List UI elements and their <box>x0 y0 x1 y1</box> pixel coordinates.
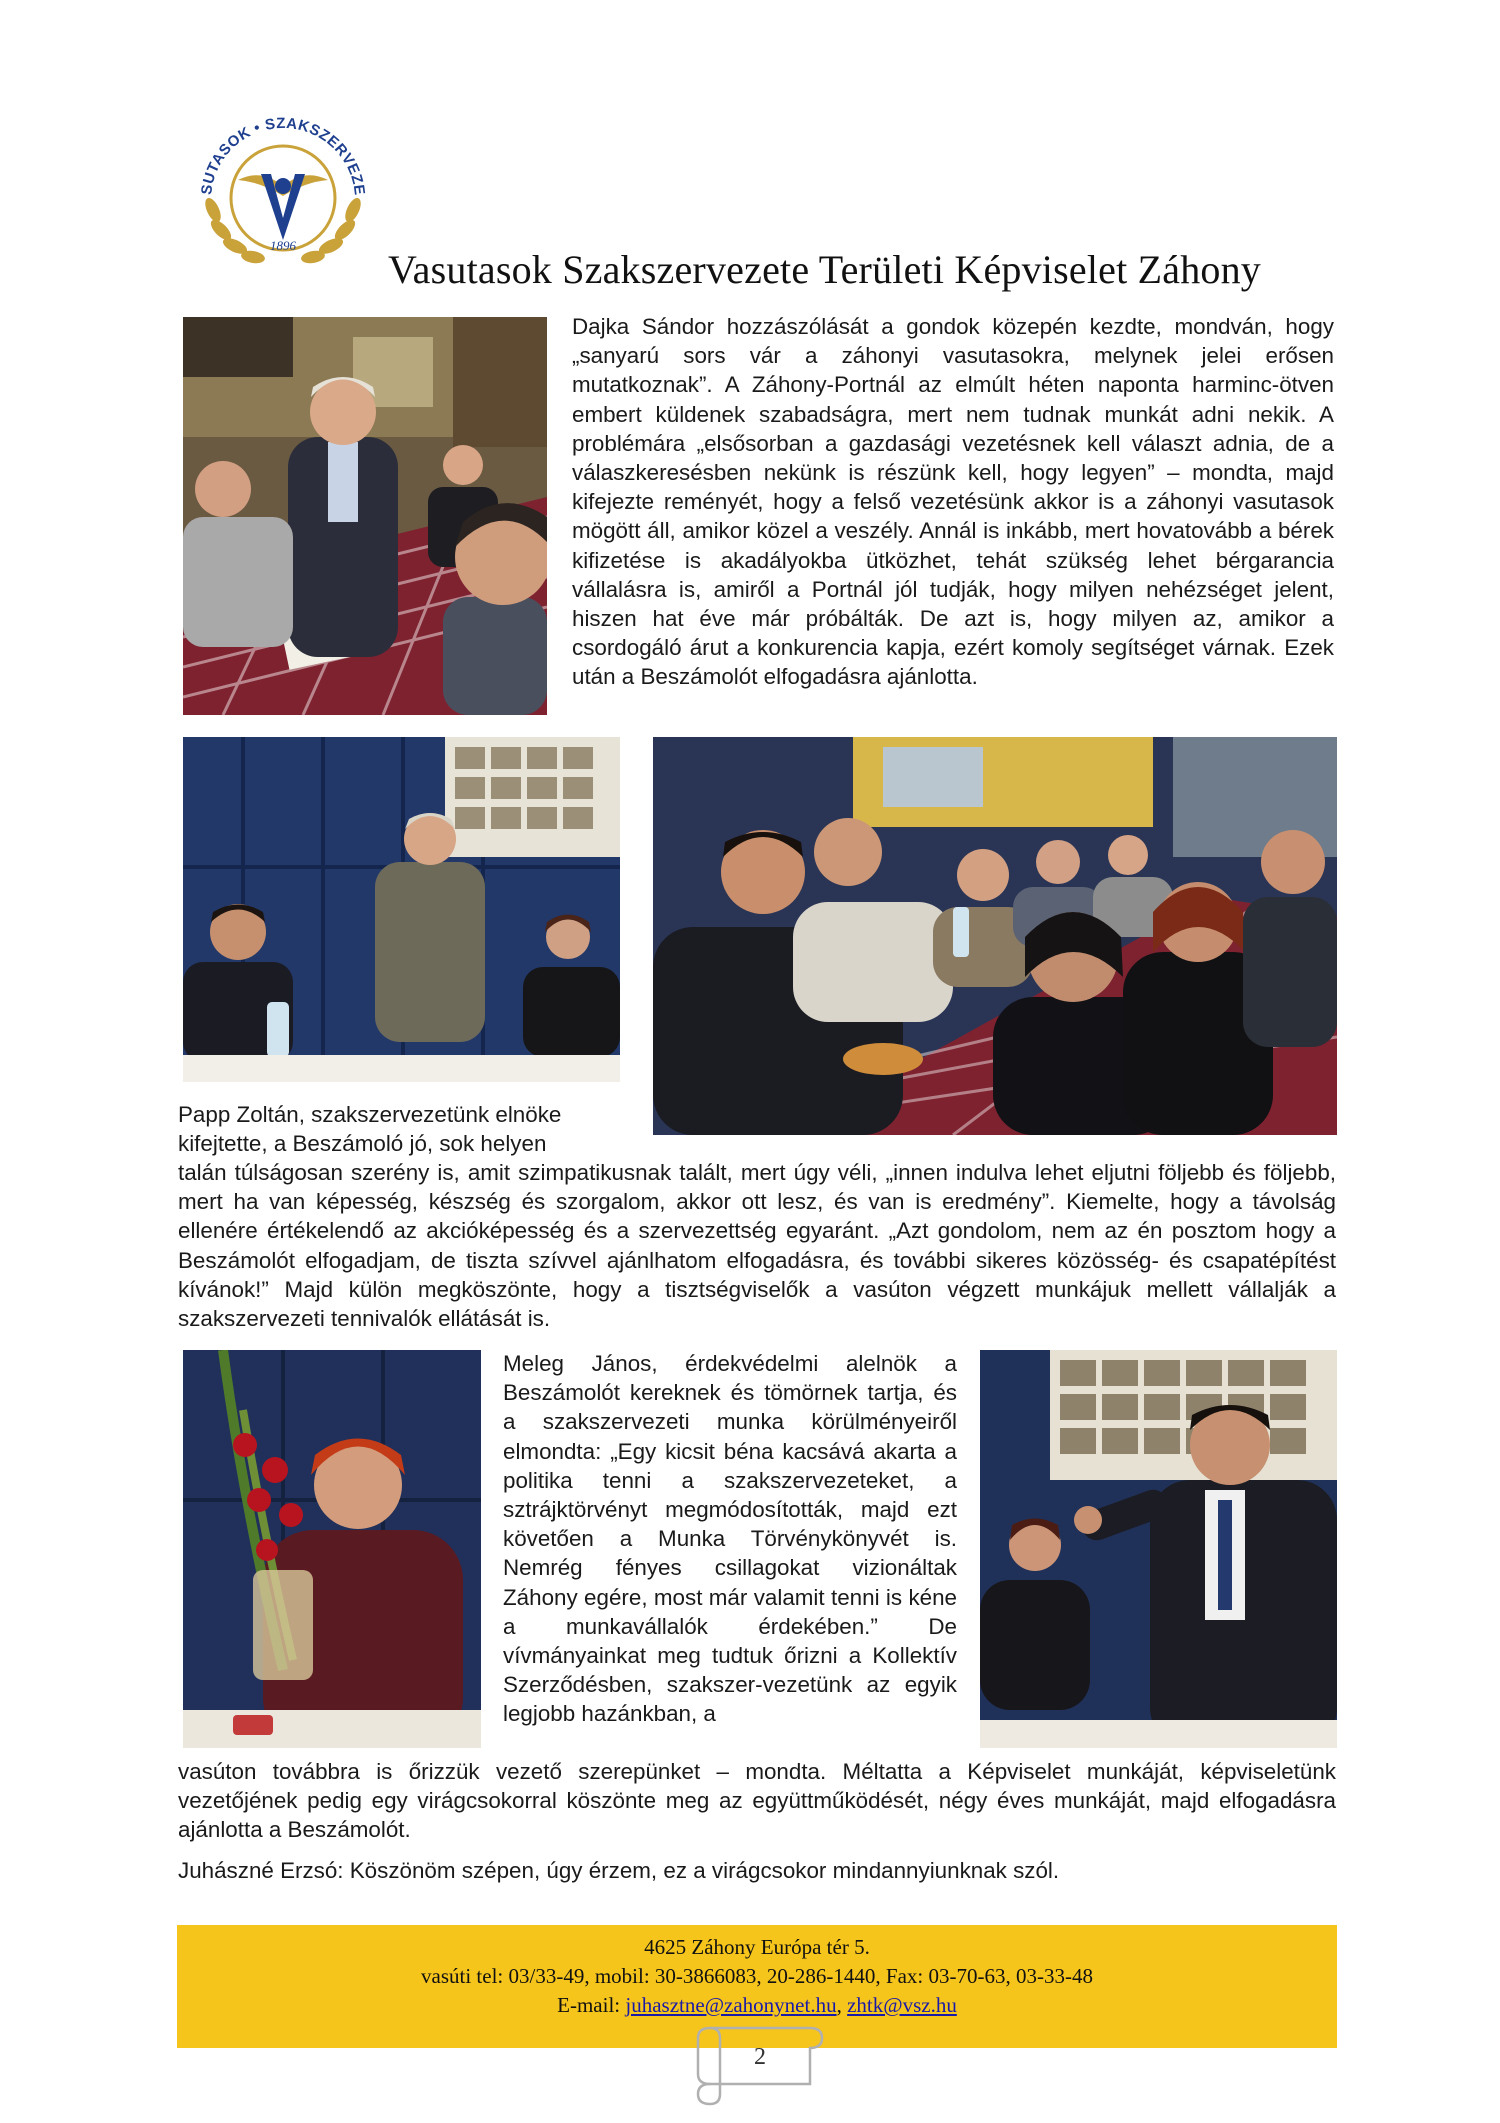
paragraph-dajka-sandor: Dajka Sándor hozzászólását a gondok közepén kezdte, mondván, hogy „sanyarú sors vár a záhonyi vasutasokra, melynek jelei erősen mutatkoznak”. A Záhony-Portnál az elmúlt héten naponta harminc-ötven embert küldenek szabadságra, mert nem tudnak munkát adni nekik. A problémára „elsősorban a gazdasági vezetésnek kell választ adnia, de a válaszkeresésben nekünk is részünk kell, hogy legyen” – mondta, majd kifejezte reményét, hogy a felső vezetésünk akkor is a záhonyi vasutasok mögött áll, amikor közel a veszély. Annál is inkább, mert hovatovább a bérek kifizetése is akadályokba ütközhet, tehát szükség lehet bérgarancia vállalásra is, amiről a Portnál jól tudják, hogy milyen nehézséget jelent, hiszen hat éve már próbálták. De azt is, hogy milyen az, amikor a csordogáló árut a konkurencia kapja, ezért komoly segítséget várnak. Ezek után a Beszámolót elfogadásra ajánlotta. <box>572 314 1334 690</box>
photo-audience-members <box>653 737 1337 1135</box>
paragraph-meleg-janos: Meleg János, érdekvédelmi alelnök a Beszámolót kereknek és tömörnek tartja, és a szakszervezeti munka körülményeiről elmondta: „Egy kicsit béna kacsává akarta a politika tenni a szakszervezeteket, a sztrájktörvényt megmódosították, majd ezt követően a Munka Törvénykönyvét is. Nemrég fényes csillagokat vizionáltak Záhony egére, most már valamit tenni is kéne a munkavállalók érdekében.” De vívmányainkat meg tudtuk őrizni a Kollektív Szerződésben, szakszer-vezetünk az egyik legjobb hazánkban, a <box>503 1351 957 1727</box>
paragraph-juhaszne-erzso: Juhászné Erzsó: Köszönöm szépen, úgy érzem, ez a virágcsokor mindannyiunknak szól. <box>178 1858 1060 1883</box>
photo-dajka-sandor-speaking <box>183 317 547 715</box>
union-logo <box>183 90 383 275</box>
paragraph-papp-zoltan-line2: kifejtette, a Beszámoló jó, sok helyen <box>178 1131 547 1156</box>
paragraph-meleg-janos-continued: vasúton továbbra is őrizzük vezető szerepünket – mondta. Méltatta a Képviselet munkáját, képviseletünk vezetőjének pedig egy virágcsokorral köszönte meg az együttműködését, négy éves munkáját, majd elfogadásra ajánlotta a Beszámolót. <box>178 1759 1336 1843</box>
paragraph-papp-zoltan: talán túlságosan szerény is, amit szimpatikusnak talált, mert úgy véli, „innen indulva lehet eljutni följebb és följebb, mert ha van képesség, készség és szorgalom, akkor ott lesz, és van is eredmény”. Kiemelte, hogy a távolság ellenére értékelendő az akcióképesség és a szervezettség egyaránt. „Azt gondolom, nem az én posztom hogy a Beszámolót elfogadjam, de tiszta szívvel ajánlhatom elfogadásra, és további sikeres közösség- és csapatépítést kívánok!” Majd külön megköszönte, hogy a tisztségviselők a vasúton végzett munkájuk mellett vállalják a szakszervezeti tennivalók ellátását is. <box>178 1160 1336 1332</box>
page-title: Vasutasok Szakszervezete Területi Képviselet Záhony <box>388 247 1262 292</box>
footer-email-separator: , <box>836 1993 842 2017</box>
photo-woman-with-bouquet <box>183 1350 481 1748</box>
email-link-juhasztne[interactable]: juhasztne@zahonynet.hu <box>625 1993 837 2017</box>
footer-address: 4625 Záhony Európa tér 5. <box>644 1935 870 1959</box>
photo-meleg-janos-speaking <box>980 1350 1337 1748</box>
logo-year: 1896 <box>270 238 296 253</box>
footer-phone-numbers: vasúti tel: 03/33-49, mobil: 30-3866083, 20-286-1440, Fax: 03-70-63, 03-33-48 <box>421 1964 1093 1988</box>
email-link-zhtk[interactable]: zhtk@vsz.hu <box>847 1993 957 2017</box>
paragraph-papp-zoltan-line1: Papp Zoltán, szakszervezetünk elnöke <box>178 1102 562 1127</box>
page-number-scroll <box>690 2022 830 2118</box>
footer-email-line <box>177 1991 1337 2020</box>
page-number: 2 <box>754 2044 766 2070</box>
logo-ring-text: SUTASOK • SZAKSZERVEZE <box>198 114 368 197</box>
footer-email-label: E-mail: <box>557 1993 621 2017</box>
photo-papp-zoltan-speaking <box>183 737 620 1082</box>
